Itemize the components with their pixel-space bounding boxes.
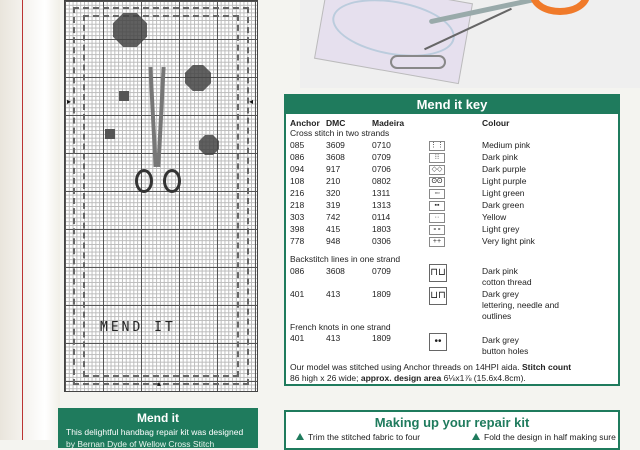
- row-anchor: 303: [290, 212, 305, 222]
- row-madeira: 0306: [372, 236, 391, 246]
- row-dmc: 413: [326, 333, 341, 343]
- bead-motif: [119, 91, 129, 101]
- chart-center-marker-right: ◂: [249, 97, 254, 106]
- row-symbol: ··: [429, 213, 445, 223]
- button-motif-small-lower: [199, 135, 219, 155]
- row-symbol: ⊔⊓: [429, 287, 447, 305]
- row-colour-detail: lettering, needle and: [482, 300, 560, 310]
- stitched-needlecase: [314, 0, 473, 84]
- row-colour: Yellow: [482, 212, 507, 222]
- row-colour: Dark grey: [482, 335, 519, 345]
- mend-it-title: Mend it: [137, 411, 179, 425]
- note-text: 6⅛x1⅞ (15.6x4.8cm).: [441, 373, 526, 383]
- row-colour: Light grey: [482, 224, 520, 234]
- bead-motif-lower: [105, 129, 115, 139]
- row-symbol: ʘʘ: [429, 177, 445, 187]
- row-anchor: 216: [290, 188, 305, 198]
- mend-it-text: This delightful handbag repair kit was designed: [66, 427, 244, 437]
- row-symbol: ⊓⊔: [429, 264, 447, 282]
- row-colour: Dark green: [482, 200, 525, 210]
- repair-kit-photo: [300, 0, 640, 88]
- row-colour: Light purple: [482, 176, 527, 186]
- mend-it-key: [284, 94, 620, 386]
- row-colour: Medium pink: [482, 140, 531, 150]
- row-anchor: 086: [290, 266, 305, 276]
- row-madeira: 1311: [372, 188, 391, 198]
- row-anchor: 778: [290, 236, 305, 246]
- row-symbol: ∘∘: [429, 225, 445, 235]
- row-dmc: 413: [326, 289, 341, 299]
- chart-center-marker-bottom: ▴: [157, 379, 162, 388]
- row-dmc: 320: [326, 188, 341, 198]
- row-symbol: ⁝⁝: [429, 153, 445, 163]
- making-up-title: Making up your repair kit: [374, 415, 530, 430]
- header-colour: Colour: [482, 118, 510, 128]
- chart-center-marker-left: ▸: [67, 97, 72, 106]
- row-dmc: 3608: [326, 266, 345, 276]
- row-colour-detail: cotton thread: [482, 277, 532, 287]
- making-up-step-1: Trim the stitched fabric to four: [308, 432, 421, 442]
- mend-it-text-2: by Bernan Dyde of Wellow Cross Stitch: [66, 439, 215, 449]
- bullet-icon: [472, 433, 480, 440]
- safety-pin: [390, 55, 446, 69]
- key-title: Mend it key: [286, 96, 618, 114]
- row-madeira: 1809: [372, 289, 391, 299]
- row-colour-detail: button holes: [482, 346, 529, 356]
- row-symbol: ••: [429, 333, 447, 351]
- row-symbol: ▫▫: [429, 189, 445, 199]
- row-colour: Light green: [482, 188, 525, 198]
- adjacent-page-edge: [0, 0, 60, 440]
- row-dmc: 3608: [326, 152, 345, 162]
- row-symbol: ++: [429, 237, 445, 247]
- row-madeira: 1809: [372, 333, 391, 343]
- row-anchor: 401: [290, 333, 305, 343]
- header-dmc: DMC: [326, 118, 346, 128]
- scissor-handle-left: [135, 169, 153, 193]
- header-madeira: Madeira: [372, 118, 405, 128]
- row-anchor: 085: [290, 140, 305, 150]
- row-dmc: 948: [326, 236, 341, 246]
- row-symbol: ▪▪: [429, 201, 445, 211]
- row-madeira: 0709: [372, 266, 391, 276]
- row-colour-detail: outlines: [482, 311, 512, 321]
- row-anchor: 086: [290, 152, 305, 162]
- note-bold: Stitch count: [522, 362, 572, 372]
- row-symbol: ⋮⋮: [430, 142, 444, 149]
- making-up-step-2: Fold the design in half making sure: [484, 432, 616, 442]
- row-anchor: 094: [290, 164, 305, 174]
- backstitch-label: Backstitch lines in one strand: [290, 254, 401, 264]
- stitching-note: [290, 362, 616, 384]
- row-madeira: 0709: [372, 152, 391, 162]
- row-dmc: 917: [326, 164, 341, 174]
- row-colour: Dark grey: [482, 289, 519, 299]
- french-knots-label: French knots in one strand: [290, 322, 391, 332]
- row-colour: Dark purple: [482, 164, 526, 174]
- row-dmc: 415: [326, 224, 341, 234]
- cross-stitch-label: Cross stitch in two strands: [290, 128, 390, 138]
- row-symbol: ◇◇: [429, 165, 445, 175]
- making-up-panel: [284, 410, 620, 450]
- row-anchor: 398: [290, 224, 305, 234]
- row-dmc: 742: [326, 212, 341, 222]
- row-madeira: 1313: [372, 200, 391, 210]
- row-madeira: 0802: [372, 176, 391, 186]
- row-dmc: 210: [326, 176, 341, 186]
- bullet-icon: [296, 433, 304, 440]
- note-text: 86 high x 26 wide;: [290, 373, 361, 383]
- row-madeira: 0710: [372, 140, 391, 150]
- row-dmc: 319: [326, 200, 341, 210]
- row-colour: Dark pink: [482, 152, 518, 162]
- scissors-handle: [530, 0, 590, 15]
- note-bold: approx. design area: [360, 373, 442, 383]
- chart-lettering: MEND IT: [100, 320, 176, 335]
- row-dmc: 3609: [326, 140, 345, 150]
- row-madeira: 0706: [372, 164, 391, 174]
- row-anchor: 218: [290, 200, 305, 210]
- row-anchor: 401: [290, 289, 305, 299]
- row-colour: Very light pink: [482, 236, 535, 246]
- row-madeira: 1803: [372, 224, 391, 234]
- row-colour: Dark pink: [482, 266, 518, 276]
- mend-it-panel: [58, 408, 258, 448]
- page-fold-line: [22, 0, 23, 440]
- scissor-handle-right: [163, 169, 181, 193]
- row-anchor: 108: [290, 176, 305, 186]
- note-text: Our model was stitched using Anchor threads on 14HPI aida.: [290, 362, 522, 372]
- row-madeira: 0114: [372, 212, 391, 222]
- header-anchor: Anchor: [290, 118, 320, 128]
